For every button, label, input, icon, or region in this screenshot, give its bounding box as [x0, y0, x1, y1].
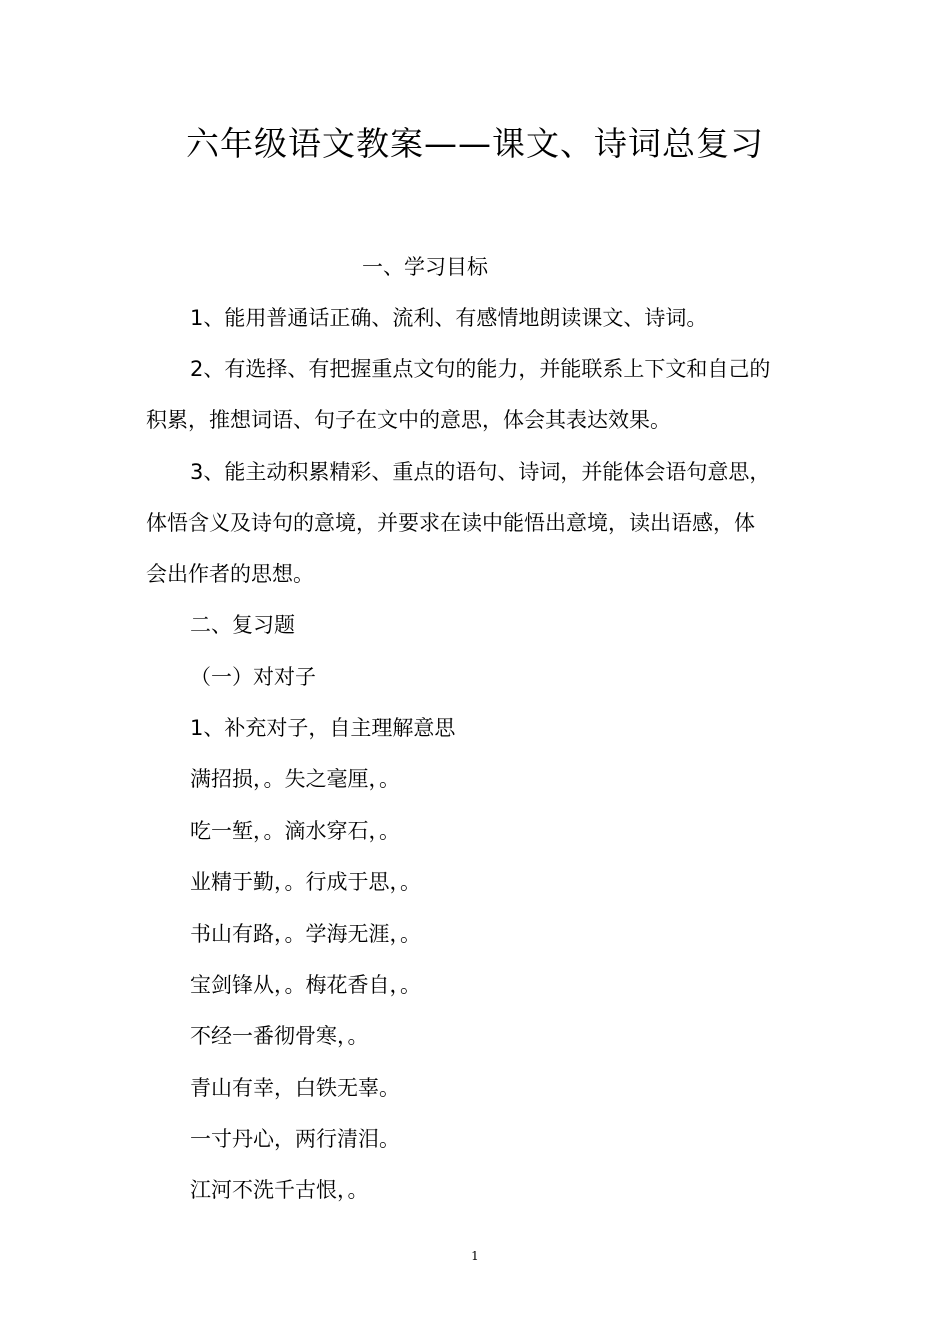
couplet-line: 江河不洗千古恨，。 — [190, 1178, 369, 1202]
section-heading-goals: 一、学习目标 — [362, 255, 488, 279]
couplet-line: 宝剑锋从，。梅花香自，。 — [190, 973, 421, 997]
goal-2-line-1: 2、有选择、有把握重点文句的能力，并能联系上下文和自己的 — [190, 357, 771, 381]
couplet-line: 满招损，。失之毫厘，。 — [190, 767, 400, 791]
goal-2-line-2: 积累，推想词语、句子在文中的意思，体会其表达效果。 — [146, 408, 671, 432]
section-heading-review: 二、复习题 — [190, 613, 295, 637]
goal-1: 1、能用普通话正确、流利、有感情地朗读课文、诗词。 — [190, 306, 708, 330]
goal-3-line-3: 会出作者的思想。 — [146, 562, 314, 586]
couplet-line: 业精于勤，。行成于思，。 — [190, 870, 421, 894]
page-number: 1 — [471, 1249, 479, 1263]
couplet-line: 青山有幸，白铁无辜。 — [190, 1076, 400, 1100]
exercise-1-heading: 1、补充对子，自主理解意思 — [190, 716, 456, 740]
document-title: 六年级语文教案——课文、诗词总复习 — [186, 124, 764, 163]
goal-3-line-2: 体悟含义及诗句的意境，并要求在读中能悟出意境，读出语感，体 — [146, 511, 755, 535]
couplet-line: 不经一番彻骨寒，。 — [190, 1024, 369, 1048]
couplet-line: 书山有路，。学海无涯，。 — [190, 922, 421, 946]
couplet-line: 一寸丹心，两行清泪。 — [190, 1127, 400, 1151]
goal-3-line-1: 3、能主动积累精彩、重点的语句、诗词，并能体会语句意思， — [190, 460, 771, 484]
subsection-heading-couplets: （一）对对子 — [190, 665, 316, 689]
couplet-line: 吃一堑，。滴水穿石，。 — [190, 819, 400, 843]
